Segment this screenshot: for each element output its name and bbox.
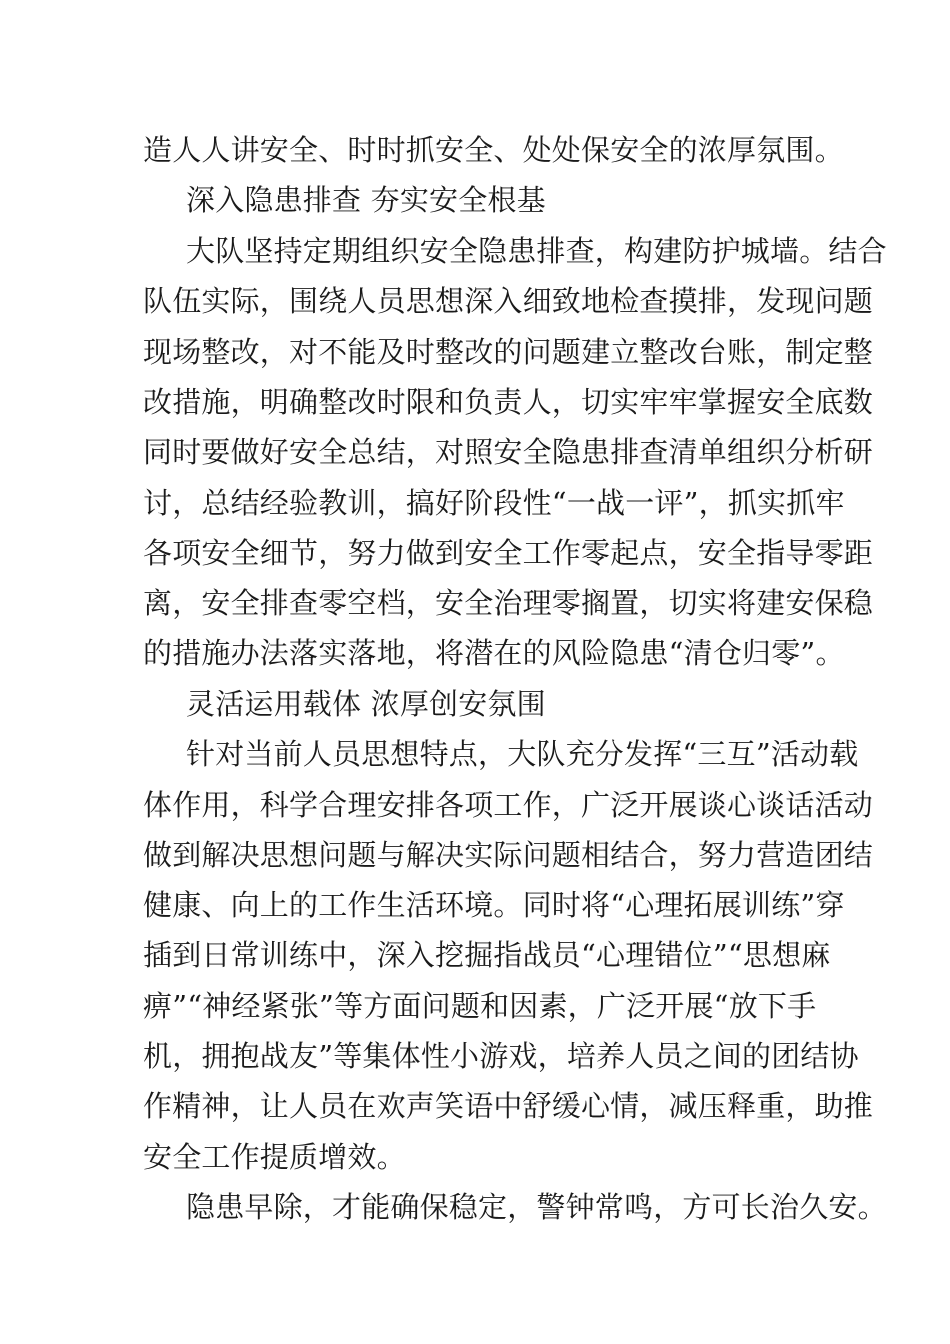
paragraph-line: 的措施办法落实落地，将潜在的风险隐患“清仓归零”。 — [143, 636, 845, 670]
paragraph-line: 作精神，让人员在欢声笑语中舒缓心情，减压释重，助推 — [143, 1089, 874, 1123]
paragraph-line: 大队坚持定期组织安全隐患排查，构建防护城墙。结合 — [186, 234, 887, 268]
paragraph-line: 同时要做好安全总结，对照安全隐患排查清单组织分析研 — [143, 435, 874, 469]
paragraph-line: 针对当前人员思想特点，大队充分发挥“三互”活动载 — [186, 737, 859, 771]
paragraph-line: 痹”“神经紧张”等方面问题和因素，广泛开展“放下手 — [143, 989, 817, 1023]
closing-line: 隐患早除，才能确保稳定，警钟常鸣，方可长治久安。 — [186, 1190, 887, 1224]
paragraph-line: 现场整改，对不能及时整改的问题建立整改台账，制定整 — [143, 335, 874, 369]
section-heading: 深入隐患排查 夯实安全根基 — [186, 183, 546, 217]
paragraph-line: 离，安全排查零空档，安全治理零搁置，切实将建安保稳 — [143, 586, 874, 620]
paragraph-line: 队伍实际，围绕人员思想深入细致地检查摸排，发现问题 — [143, 284, 874, 318]
paragraph-line: 改措施，明确整改时限和负责人，切实牢牢掌握安全底数 — [143, 385, 874, 419]
paragraph-line: 安全工作提质增效。 — [143, 1140, 406, 1174]
paragraph-line: 造人人讲安全、时时抓安全、处处保安全的浓厚氛围。 — [143, 133, 844, 167]
paragraph-line: 健康、向上的工作生活环境。同时将“心理拓展训练”穿 — [143, 888, 845, 922]
paragraph-line: 体作用，科学合理安排各项工作，广泛开展谈心谈话活动 — [143, 788, 874, 822]
paragraph-line: 插到日常训练中，深入挖掘指战员“心理错位”“思想麻 — [143, 938, 831, 972]
paragraph-line: 各项安全细节，努力做到安全工作零起点，安全指导零距 — [143, 536, 874, 570]
section-heading: 灵活运用载体 浓厚创安氛围 — [186, 687, 546, 721]
paragraph-line: 讨，总结经验教训，搞好阶段性“一战一评”，抓实抓牢 — [143, 486, 845, 520]
paragraph-line: 机，拥抱战友”等集体性小游戏，培养人员之间的团结协 — [143, 1039, 859, 1073]
paragraph-line: 做到解决思想问题与解决实际问题相结合，努力营造团结 — [143, 838, 874, 872]
